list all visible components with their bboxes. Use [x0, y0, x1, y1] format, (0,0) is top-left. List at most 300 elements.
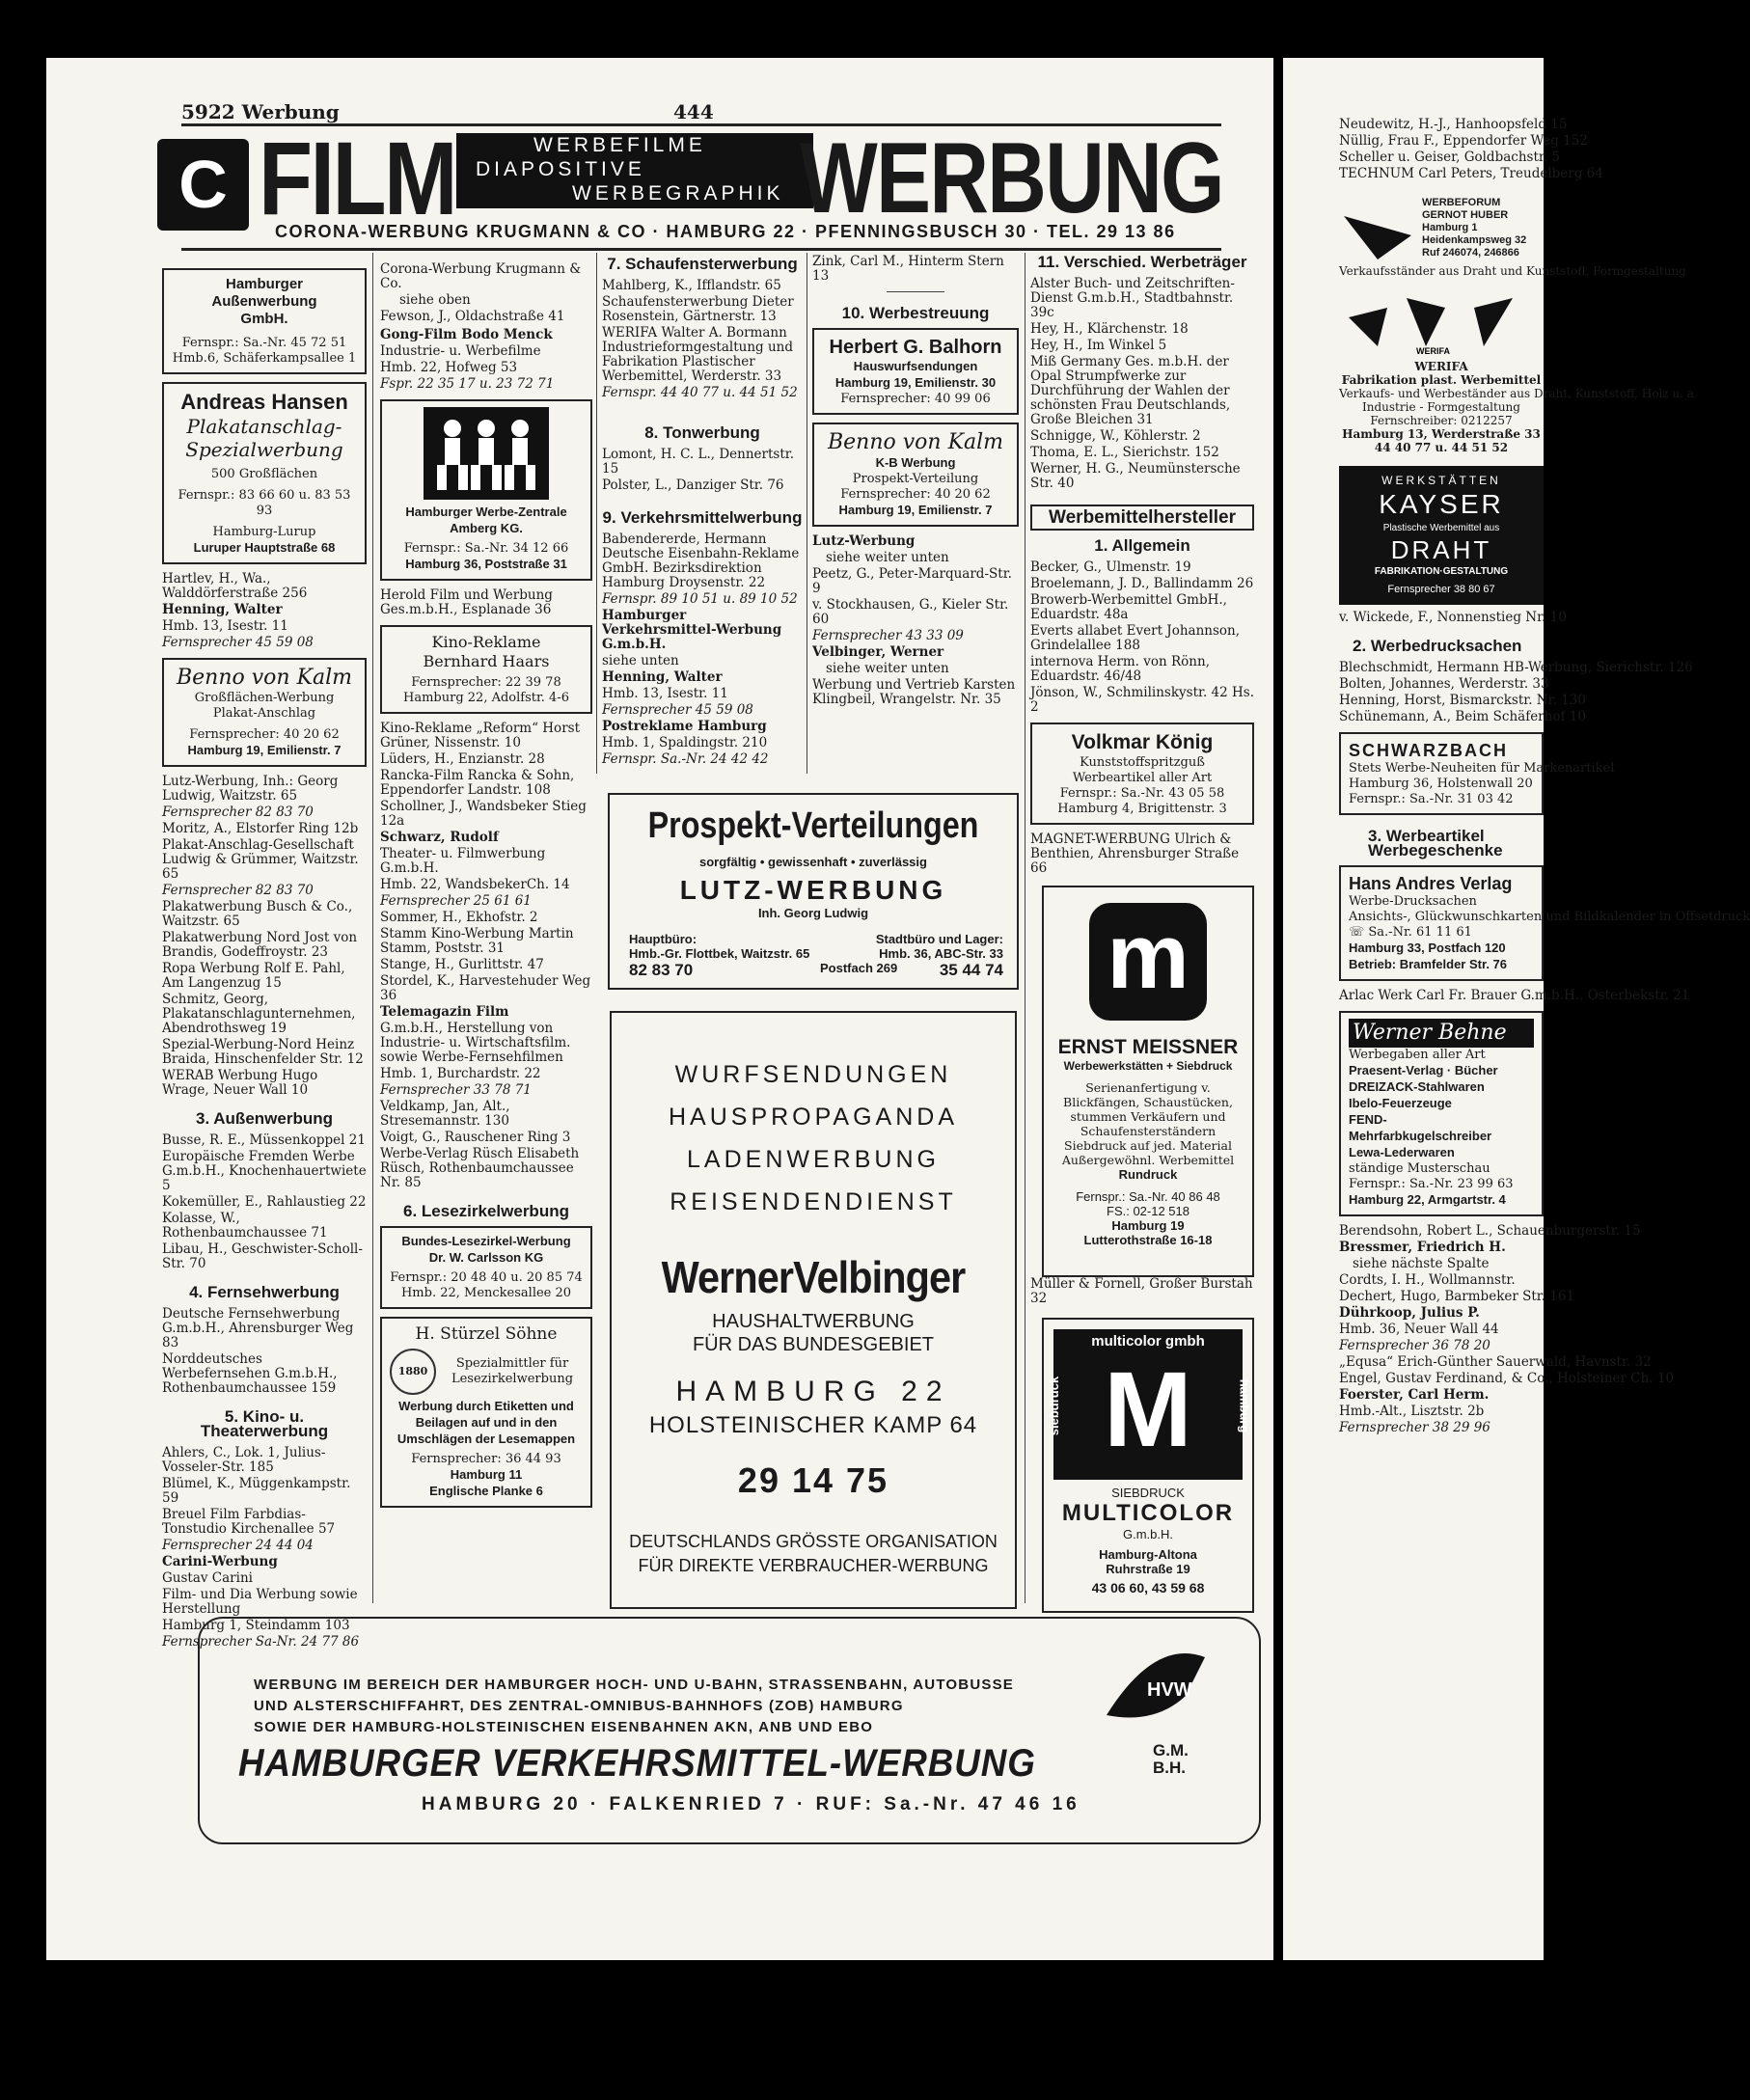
ad-text: Ibelo-Feuerzeuge [1349, 1096, 1452, 1110]
werbeforum-logo-icon [1339, 197, 1416, 264]
section-heading: 5. Kino- u. Theaterwerbung [200, 1407, 329, 1440]
entry: Thoma, E. L., Sierichstr. 152 [1030, 445, 1219, 460]
ad-city: Hamburg 19 [1111, 1218, 1185, 1233]
entry-name: Dührkoop, Julius P. [1339, 1305, 1480, 1321]
column-2 [380, 262, 592, 1515]
entry: Hmb. 22, WandsbekerCh. 14 [380, 877, 570, 892]
ad-phone: Fernsprecher 38 80 67 [1387, 584, 1495, 595]
ad-footer: DEUTSCHLANDS GRÖSSTE ORGANISATION [629, 1532, 998, 1551]
ad-text: G.m.b.H. [1122, 1527, 1173, 1541]
entry-name: Henning, Walter [162, 602, 283, 617]
section-heading: 3. Werbeartikel Werbegeschenke [1368, 827, 1503, 859]
ad-phone: 43 06 60, 43 59 68 [1091, 1580, 1205, 1595]
ad-city: HAMBURG 22 [675, 1376, 951, 1407]
ad-title: Benno von Kalm [176, 666, 353, 690]
ad-werbe-zentrale-amberg [380, 399, 592, 581]
ad-herbert-balhorn [812, 328, 1019, 415]
entry-phone: Fernsprecher 33 78 71 [380, 1082, 532, 1098]
ad-title: GmbH. [240, 311, 288, 327]
ad-city: Hamburg-Lurup [212, 525, 316, 539]
entry-phone: Fernsprecher 45 59 08 [162, 635, 314, 650]
ad-werner-velbinger [610, 1011, 1017, 1609]
ad-volkmar-koenig [1030, 723, 1254, 825]
ad-schwarzbach [1339, 732, 1615, 815]
ad-address: Hamburg 13, Werderstraße 33 [1342, 427, 1541, 441]
entry: v. Wickede, F., Nonnenstieg Nr. 10 [1339, 610, 1567, 625]
entry-phone: Fernspr. 89 10 51 u. 89 10 52 [602, 591, 798, 607]
entry: Werner, H. G., Neumünstersche Str. 40 [1030, 461, 1241, 491]
entry: Breuel Film Farbdias-Tonstudio Kirchenallee 57 [162, 1507, 336, 1537]
ad-title: Benno von Kalm [827, 430, 1004, 454]
ad-title: HAMBURGER VERKEHRSMITTEL-WERBUNG [238, 1742, 1036, 1785]
entry: Plakat-Anschlag-Gesellschaft Ludwig & Grümmer, Waitzstr. 65 [162, 837, 359, 882]
ad-title: WERBEFORUM [1422, 197, 1501, 208]
entry: Hmb. 13, Isestr. 11 [602, 686, 728, 701]
hvw-logo-text: HVW [1147, 1679, 1192, 1701]
ad-text: Mehrfarbkugelschreiber [1349, 1129, 1492, 1143]
entry: Schollner, J., Wandsbeker Stieg 12a [380, 799, 587, 829]
entry: Stamm Kino-Werbung Martin Stamm, Poststr. 31 [380, 926, 574, 956]
ad-title: Volkmar König [1071, 731, 1214, 753]
ad-title: Bernhard Haars [423, 652, 550, 670]
ad-address: Ruhrstraße 19 [1106, 1562, 1190, 1576]
ad-phone: Fernsprecher: 36 44 93 [411, 1452, 561, 1466]
ad-city: Hamburg 1 [1422, 222, 1478, 233]
entry: Lutz-Werbung, Inh.: Georg Ludwig, Waitzstr. 65 [162, 774, 339, 804]
banner-line-1: WERBEFILME [533, 134, 706, 156]
entry: Hmb. 36, Neuer Wall 44 [1339, 1322, 1499, 1337]
entry: Neudewitz, H.-J., Hanhoopsfeld 15 [1339, 117, 1568, 132]
entry: Stange, H., Gurlittstr. 47 [380, 957, 544, 972]
ad-title: Amberg KG. [450, 521, 523, 535]
ad-postbox: Postfach 269 [820, 961, 898, 975]
entry: Nüllig, Frau F., Eppendorfer Weg 152 [1339, 133, 1588, 149]
ad-title: Andreas Hansen [180, 390, 348, 414]
ad-title: DRAHT [1390, 535, 1492, 564]
ad-subtitle: Werbewerkstätten + Siebdruck [1063, 1059, 1233, 1073]
section-heading: 4. Fernsehwerbung [189, 1283, 340, 1301]
ad-kayser [1339, 466, 1544, 605]
banner-line-3: WERBEGRAPHIK [572, 182, 784, 205]
ad-address: Englische Planke 6 [429, 1484, 543, 1498]
seal-icon: 1880 [390, 1349, 436, 1395]
ad-phone: Fernsprecher: 40 99 06 [840, 392, 991, 406]
entry: Voigt, G., Rauschener Ring 3 [380, 1130, 571, 1145]
ad-line: UND ALSTERSCHIFFAHRT, DES ZENTRAL-OMNIBUS-BAHNHOFS (ZOB) HAMBURG [254, 1698, 904, 1714]
ad-title: H. Stürzel Söhne [415, 1324, 558, 1344]
ad-firm: LUTZ-WERBUNG [679, 875, 947, 905]
entry: Hey, H., Im Winkel 5 [1030, 338, 1167, 353]
entry: Miß Germany Ges. m.b.H. der Opal Strumpfwerke zur Durchführung der Wahlen der schönsten Frau Deutschlands, Große Bleichen 31 [1030, 354, 1231, 427]
entry: internova Herm. von Rönn, Eduardstr. 46/48 [1030, 654, 1210, 684]
entry: Moritz, A., Elstorfer Ring 12b [162, 821, 359, 836]
ad-address: Hmb. 22, Menckesallee 20 [400, 1286, 572, 1300]
entry: Jönson, W., Schmilinskystr. 42 Hs. 2 [1030, 685, 1255, 715]
entry: Hmb. 22, Hofweg 53 [380, 360, 518, 375]
column-divider [596, 253, 597, 774]
ad-title: Bundes-Lesezirkel-Werbung [401, 1234, 571, 1248]
entry-name: Velbinger, Werner [812, 644, 944, 660]
ad-subtitle: Plakatanschlag- [186, 415, 342, 438]
ad-title: KAYSER [1379, 489, 1504, 519]
column-1 [162, 260, 367, 1651]
column-divider [372, 253, 373, 1603]
ad-phone: Fernspr.: Sa.-Nr. 31 03 42 [1349, 792, 1514, 806]
ad-text: Verkaufs- und Werbeständer aus Draht, Kunststoff, Holz u. a. [1339, 387, 1698, 400]
entry: WERIFA Walter A. Bormann Industrieformgestaltung und Fabrikation Plastischer Werbemittel, Werderstr. 33 [602, 325, 793, 384]
entry: Stordel, K., Harvestehuder Weg 36 [380, 973, 591, 1003]
entry: Herold Film und Werbung Ges.m.b.H., Esplanade 36 [380, 587, 553, 617]
entry: Plakatwerbung Busch & Co., Waitzstr. 65 [162, 899, 353, 929]
ad-phone: ☏ Sa.-Nr. 61 11 61 [1349, 925, 1472, 940]
corona-logo-icon: C [157, 139, 249, 231]
entry: Theater- u. Filmwerbung G.m.b.H. [380, 846, 546, 876]
column-3 [602, 253, 803, 769]
ad-text: Serienanfertigung v. Blickfängen, Schaustücken, stummen Verkäufern und Schaufensterständern Siebdruck auf jed. Material Außergewöhnl. Werbemittel [1061, 1080, 1235, 1167]
entry: Lüders, H., Enzianstr. 28 [380, 751, 545, 767]
ad-phone: Fernsprecher: 40 20 62 [840, 487, 991, 502]
entry-name: Henning, Walter [602, 669, 723, 685]
entry: Zink, Carl M., Hinterm Stern 13 [812, 254, 1004, 284]
entry: Hey, H., Klärchenstr. 18 [1030, 321, 1189, 337]
section-heading: 10. Werbestreuung [841, 304, 990, 322]
section-heading: 1. Allgemein [1094, 536, 1190, 555]
ad-address: Hamburg 22, Armgartstr. 4 [1349, 1192, 1506, 1207]
ad-text: Fabrikation plast. Werbemittel [1341, 373, 1542, 387]
ad-address: Hamburg 19, Emilienstr. 7 [838, 503, 993, 517]
werifa-logo-icon [1339, 288, 1532, 356]
entry-name: Bressmer, Friedrich H. [1339, 1240, 1506, 1255]
ad-line: LADENWERBUNG [687, 1146, 940, 1173]
ad-title: Hans Andres Verlag [1349, 874, 1513, 893]
ad-title: Hamburger Werbe-Zentrale [405, 505, 567, 519]
entry: Blechschmidt, Hermann HB-Werbung, Sierichstr. 126 [1339, 660, 1693, 675]
entry: Arlac Werk Carl Fr. Brauer G.m.b.H., Osterbekstr. 21 [1339, 988, 1690, 1003]
entry: Werbe-Verlag Rüsch Elisabeth Rüsch, Rothenbaumchaussee Nr. 85 [380, 1146, 580, 1190]
entry: Browerb-Werbemittel GmbH., Eduardstr. 48a [1030, 592, 1227, 622]
ad-text: Ansichts-, Glückwunschkarten und Bildkalender in Offsetdruck [1349, 910, 1750, 924]
entry: Kokemüller, E., Rahlaustieg 22 [162, 1194, 367, 1210]
entry-phone: Fernsprecher 38 29 96 [1339, 1420, 1490, 1435]
entry: Mahlberg, K., Ifflandstr. 65 [602, 278, 781, 293]
ad-title: WERIFA [1414, 360, 1468, 373]
entry: Hartlev, H., Wa., Walddörferstraße 256 [162, 571, 308, 601]
entry: Gustav Carini [162, 1570, 253, 1586]
entry: Polster, L., Danziger Str. 76 [602, 477, 784, 493]
ad-address: Hamburg 22, Adolfstr. 4-6 [403, 691, 569, 705]
entry: Alster Buch- und Zeitschriften-Dienst G.m.b.H., Stadtbahnstr. 39c [1030, 276, 1235, 320]
meissner-logo-icon: m [1089, 903, 1207, 1021]
entry: siehe unten [602, 653, 679, 668]
werifa-logo-text: WERIFA [1416, 346, 1450, 356]
ad-address: Hamburg 36, Holstenwall 20 [1349, 777, 1533, 791]
ad-owner: Inh. Georg Ludwig [757, 906, 869, 920]
ad-text: Rundruck [1118, 1167, 1178, 1182]
film-werbung-banner [157, 120, 1223, 246]
banner-address: CORONA-WERBUNG KRUGMANN & CO · HAMBURG 22 · PFENNINGSBUSCH 30 · TEL. 29 13 86 [275, 222, 1176, 241]
banner-line-2: DIAPOSITIVE [476, 158, 645, 180]
entry: Busse, R. E., Müssenkoppel 21 [162, 1132, 366, 1148]
section-heading: 9. Verkehrsmittelwerbung [602, 508, 803, 527]
ad-phone: 29 14 75 [737, 1460, 889, 1500]
ad-text: Lewa-Lederwaren [1349, 1145, 1455, 1159]
entry: Werbung und Vertrieb Karsten Klingbeil, Wrangelstr. Nr. 35 [812, 677, 1016, 707]
ad-text: Plakat-Anschlag [212, 706, 316, 721]
ad-phone: 82 83 70 [629, 961, 694, 979]
entry-phone: Fernsprecher 45 59 08 [602, 702, 753, 718]
ad-text: ständige Musterschau [1349, 1161, 1490, 1176]
ad-phone: Fernspr.: Sa.-Nr. 40 86 48 [1076, 1189, 1220, 1204]
entry-name: Carini-Werbung [162, 1554, 278, 1569]
entry: MAGNET-WERBUNG Ulrich & Benthien, Ahrensburger Straße 66 [1030, 832, 1240, 876]
ad-phone: Fernspr.: Sa.-Nr. 43 05 58 [1059, 786, 1225, 801]
dancing-figures-icon [424, 407, 549, 500]
entry: Deutsche Fernsehwerbung G.m.b.H., Ahrensburger Weg 83 [162, 1306, 354, 1350]
ad-line: HAUSPROPAGANDA [668, 1104, 959, 1131]
entry: Schmitz, Georg, Plakatanschlagunternehmen, Abendrothsweg 19 [162, 992, 356, 1036]
ad-city: Hamburg 11 [450, 1467, 523, 1482]
section-heading-major: Werbemittelhersteller [1030, 505, 1254, 531]
entry: Everts allabet Evert Johannson, Grindelallee 188 [1030, 623, 1241, 653]
ad-title: Hamburger Außenwerbung [211, 276, 317, 310]
entry: Rancka-Film Rancka & Sohn, Eppendorfer Landstr. 108 [380, 768, 575, 798]
entry: Corona-Werbung Krugmann & Co. [380, 261, 582, 291]
entry: Spezial-Werbung-Nord Heinz Braida, Hinschenfelder Str. 12 [162, 1037, 364, 1067]
entry-phone: Fernspr. Sa.-Nr. 24 42 42 [602, 751, 769, 767]
column-5-entry [1030, 1277, 1254, 1308]
ad-address: Hamburg 19, Emilienstr. 7 [187, 743, 342, 757]
entry: Becker, G., Ulmenstr. 19 [1030, 559, 1191, 575]
entry-phone: Fernsprecher 82 83 70 [162, 805, 314, 820]
ad-text: SIEBDRUCK [1111, 1486, 1185, 1500]
ad-hans-andres-verlag [1339, 865, 1750, 981]
ad-text: Kunststoffspritzguß [1080, 755, 1205, 770]
entry: Schnigge, W., Köhlerstr. 2 [1030, 428, 1201, 444]
ad-phone: 44 40 77 u. 44 51 52 [1374, 441, 1509, 454]
entry-phone: Fernsprecher 82 83 70 [162, 883, 314, 898]
entry-phone: Fspr. 22 35 17 u. 23 72 71 [380, 376, 555, 392]
entry-name: Lutz-Werbung [812, 533, 916, 549]
entry: siehe weiter unten [826, 661, 949, 676]
multicolor-logo [1047, 1329, 1252, 1480]
ad-title: GERNOT HUBER [1422, 209, 1509, 221]
ad-address: Hamburg 19, Emilienstr. 30 [834, 375, 997, 390]
ad-ernst-meissner [1042, 886, 1254, 1277]
entry: Hmb. 1, Burchardstr. 22 [380, 1066, 541, 1081]
ad-address: HAMBURG 20 · FALKENRIED 7 · RUF: Sa.-Nr. 47 46 16 [422, 1794, 1080, 1814]
ad-hamburger-aussenwerbung [162, 268, 367, 374]
ad-address: Lutterothstraße 16-18 [1083, 1233, 1213, 1247]
ad-text: Stets Werbe-Neuheiten für Markenartikel [1349, 761, 1615, 776]
column-right [1339, 117, 1750, 1437]
entry: Norddeutsches Werbefernsehen G.m.b.H., Rothenbaumchaussee 159 [162, 1351, 338, 1396]
ad-text: Werbegaben aller Art [1349, 1048, 1486, 1062]
entry-name: Gong-Film Bodo Menck [380, 327, 553, 342]
page-counter: 444 [673, 100, 714, 123]
ad-text: FEND- [1349, 1112, 1387, 1127]
entry-phone: Fernsprecher 43 33 09 [812, 628, 964, 643]
entry-phone: Fernsprecher 25 61 61 [380, 893, 532, 909]
entry: Plakatwerbung Nord Jost von Brandis, Godeffroystr. 23 [162, 930, 358, 960]
entry-name: Foerster, Carl Herm. [1339, 1387, 1490, 1403]
section-heading: 8. Tonwerbung [644, 423, 760, 442]
ad-address: HOLSTEINISCHER KAMP 64 [648, 1412, 978, 1438]
ad-stuerzel-soehne [380, 1317, 592, 1508]
ad-address: Hmb.6, Schäferkampsallee 1 [172, 351, 357, 366]
entry: Schaufensterwerbung Dieter Rosenstein, Gärtnerstr. 13 [602, 294, 794, 324]
ad-phone: Fernspr.: 20 48 40 u. 20 85 74 [390, 1270, 583, 1285]
logo-text: hamburg [1237, 1378, 1252, 1433]
ad-text: Hauswurfsendungen [853, 359, 978, 373]
logo-text: multicolor gmbh [1091, 1333, 1205, 1350]
banner-black-box [456, 133, 813, 208]
ad-benno-von-kalm [162, 658, 367, 767]
entry-name: Postreklame Hamburg [602, 719, 767, 734]
ad-title: WernerVelbinger [661, 1252, 966, 1302]
ad-text: DREIZACK-Stahlwaren [1349, 1079, 1485, 1094]
entry: Müller & Fornell, Großer Burstah 32 [1030, 1276, 1253, 1306]
entry: Bolten, Johannes, Werderstr. 33 [1339, 676, 1549, 692]
entry-name: Schwarz, Rudolf [380, 830, 499, 845]
section-heading: 6. Lesezirkelwerbung [403, 1202, 569, 1220]
entry: Lomont, H. C. L., Dennertstr. 15 [602, 447, 795, 477]
entry: Blümel, K., Müggenkampstr. 59 [162, 1476, 351, 1506]
ad-phone: Fernsprecher: 22 39 78 [411, 675, 561, 690]
banner-rule [181, 248, 1221, 251]
logo-letter-icon: M [1104, 1350, 1192, 1469]
ad-address: Hmb.-Gr. Flottbek, Waitzstr. 65 [629, 946, 810, 961]
logo-text: siebdruck [1047, 1376, 1062, 1436]
entry: Ahlers, C., Lok. 1, Julius-Vosseler-Str. 185 [162, 1445, 326, 1475]
entry-name: Hamburger Verkehrsmittel-Werbung G.m.b.H. [602, 608, 782, 652]
ad-address: Hamburg 4, Brigittenstr. 3 [1057, 802, 1227, 816]
entry: Ropa Werbung Rolf E. Pahl, Am Langenzug 15 [162, 961, 345, 991]
ad-phone: 35 44 74 [939, 961, 1003, 979]
entry: Film- und Dia Werbung sowie Herstellung [162, 1587, 358, 1617]
entry: Berendsohn, Robert L., Schauenburgerstr. 15 [1339, 1223, 1641, 1239]
page-number: 5922 Werbung [181, 100, 340, 123]
separator [887, 291, 944, 292]
ad-phone: Fernspr.: Sa.-Nr. 23 99 63 [1349, 1177, 1514, 1191]
entry: Kolasse, W., Rothenbaumchaussee 71 [162, 1211, 328, 1241]
entry: siehe nächste Spalte [1353, 1256, 1490, 1271]
entry: Verkaufsständer aus Draht und Kunststoff, Formgestaltung [1339, 264, 1686, 278]
ad-line: SOWIE DER HAMBURG-HOLSTEINISCHEN EISENBAHNEN AKN, ANB UND EBO [254, 1719, 874, 1735]
ad-prospekt-verteilungen [608, 793, 1019, 990]
ad-text: Praesent-Verlag · Bücher [1349, 1063, 1498, 1077]
ad-label: Hauptbüro: [629, 932, 697, 946]
entry: siehe weiter unten [826, 550, 949, 565]
entry: G.m.b.H., Herstellung von Industrie- u. Wirtschaftsfilm. sowie Werbe-Fernsehfilmen [380, 1021, 571, 1065]
ad-address: Hamburg 33, Postfach 120 [1349, 941, 1506, 955]
entry: Industrie- u. Werbefilme [380, 343, 541, 359]
entry: Dechert, Hugo, Barmbeker Str. 161 [1339, 1289, 1575, 1304]
ad-text: Fernschreiber: 0212257 [1370, 414, 1513, 427]
entry: Peetz, G., Peter-Marquard-Str. 9 [812, 566, 1012, 596]
ad-gmbh: G.M. B.H. [1153, 1741, 1189, 1777]
entry: Kino-Reklame „Reform“ Horst Grüner, Nissenstr. 10 [380, 721, 580, 750]
ad-address: Luruper Hauptstraße 68 [193, 540, 336, 555]
column-5 [1030, 253, 1254, 878]
entry: Hmb. 13, Isestr. 11 [162, 618, 288, 634]
column-4 [812, 255, 1019, 709]
ad-title: MULTICOLOR [1061, 1500, 1235, 1526]
ad-text: K-B Werbung [875, 455, 956, 470]
ad-text: FABRIKATION·GESTALTUNG [1374, 566, 1509, 577]
werbung-title: WERBUNG [800, 123, 1223, 234]
ad-multicolor [1042, 1318, 1254, 1613]
entry-phone: Fernsprecher 36 78 20 [1339, 1338, 1490, 1353]
entry: Europäische Fremden Werbe G.m.b.H., Knochenhauertwiete 5 [162, 1149, 367, 1193]
ad-line: WERBUNG IM BEREICH DER HAMBURGER HOCH- UND U-BAHN, STRASSENBAHN, AUTOBUSSE [254, 1677, 1014, 1693]
ad-text: Industrie - Formgestaltung [1362, 400, 1520, 414]
ad-title: Herbert G. Balhorn [829, 337, 1002, 358]
ad-werner-behne [1339, 1011, 1544, 1216]
ad-hamburger-verkehrsmittel-werbung [198, 1617, 1261, 1844]
entry: Schünemann, A., Beim Schäferhof 10 [1339, 709, 1586, 724]
page-header [181, 100, 1266, 122]
ad-subtitle: FÜR DAS BUNDESGEBIET [692, 1334, 935, 1355]
ad-text: Werbeartikel aller Art [1072, 771, 1213, 785]
section-heading: 2. Werbedrucksachen [1353, 637, 1522, 655]
entry: Veldkamp, Jan, Alt., Stresemannstr. 130 [380, 1099, 510, 1129]
ad-address: Hmb. 36, ABC-Str. 33 [879, 946, 1003, 961]
ad-title: Dr. W. Carlsson KG [428, 1250, 544, 1265]
ad-phone: Ruf 246074, 246866 [1422, 247, 1519, 259]
entry: v. Stockhausen, G., Kieler Str. 60 [812, 597, 1009, 627]
film-title: FILM [259, 120, 455, 236]
ad-subtitle: Spezialwerbung [185, 438, 343, 461]
ad-text: Werbung durch Etiketten und Beilagen auf und in den Umschlägen der Lesemappen [396, 1399, 576, 1446]
ad-text: WERKSTÄTTEN [1381, 474, 1501, 487]
entry: Libau, H., Geschwister-Scholl-Str. 70 [162, 1241, 363, 1271]
entry: Engel, Gustav Ferdinand, & Co., Holsteiner Ch. 10 [1339, 1371, 1675, 1386]
entry-phone: Fernsprecher 24 44 04 [162, 1538, 314, 1553]
ad-city: Hamburg-Altona [1099, 1547, 1197, 1562]
hvw-logo-icon [1097, 1648, 1213, 1734]
ad-phone: Fernspr.: 83 66 60 u. 83 53 93 [178, 488, 351, 518]
ad-fs: FS.: 02-12 518 [1107, 1204, 1189, 1218]
ad-title: ERNST MEISSNER [1057, 1036, 1239, 1058]
ad-kino-reklame-haars [380, 625, 592, 714]
ad-text: Werbe-Drucksachen [1349, 894, 1477, 909]
entry: Hmb. 1, Spaldingstr. 210 [602, 735, 768, 750]
ad-footer: FÜR DIREKTE VERBRAUCHER-WERBUNG [638, 1556, 989, 1575]
entry: siehe oben [399, 292, 471, 308]
entry: Broelemann, J. D., Ballindamm 26 [1030, 576, 1254, 591]
ad-tagline: sorgfältig • gewissenhaft • zuverlässig [699, 855, 927, 869]
ad-benno-von-kalm-kb [812, 423, 1019, 527]
entry-name: Telemagazin Film [380, 1004, 509, 1020]
section-heading: 11. Verschied. Werbeträger [1037, 253, 1247, 271]
ad-title: Kino-Reklame [431, 633, 541, 651]
entry: Hmb.-Alt., Lisztstr. 2b [1339, 1404, 1485, 1419]
ad-phone: Fernsprecher: 40 20 62 [189, 727, 340, 742]
ad-phone: Fernspr.: Sa.-Nr. 34 12 66 [403, 541, 569, 556]
ad-text: Plastische Werbemittel aus [1382, 523, 1500, 533]
ad-text: Großflächen-Werbung [194, 691, 335, 705]
ad-phone: Fernspr.: Sa.-Nr. 45 72 51 [181, 336, 347, 350]
ad-text: 500 Großflächen [210, 467, 318, 481]
ad-line: REISENDENDIENST [670, 1188, 957, 1215]
ad-address: Hamburg 36, Poststraße 31 [405, 557, 567, 571]
ad-address: Heidenkampsweg 32 [1422, 234, 1527, 246]
ad-subtitle: HAUSHALTWERBUNG [712, 1311, 915, 1332]
ad-title: Werner Behne [1349, 1019, 1534, 1048]
ad-text: Prospekt-Verteilung [852, 472, 979, 486]
ad-bundes-lesezirkel [380, 1226, 592, 1309]
section-heading: 3. Außenwerbung [196, 1109, 333, 1128]
